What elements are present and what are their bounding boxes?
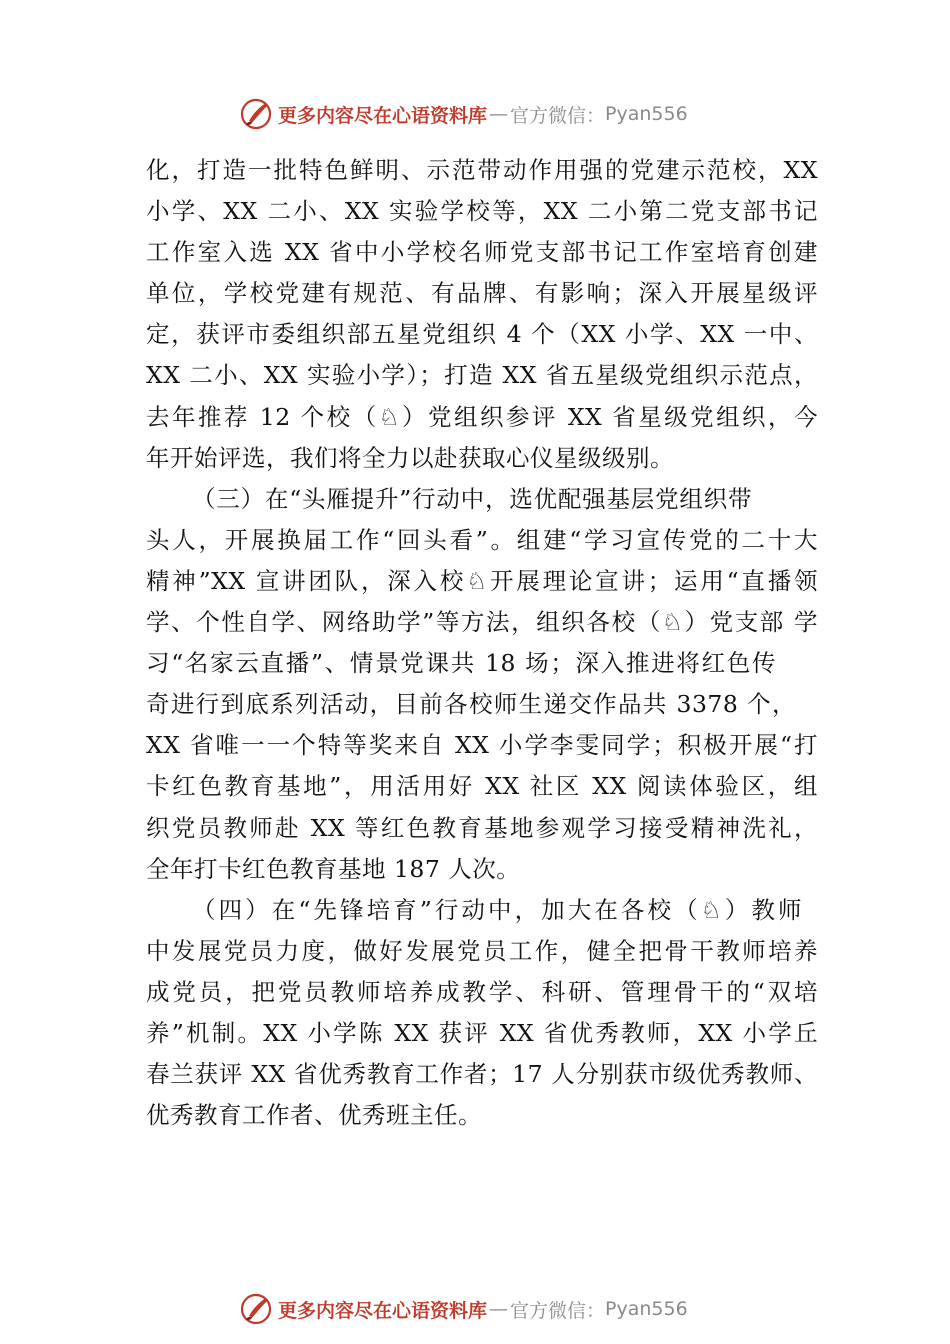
text-line: 学、个性自学、网络助学”等方法，组织各校（♘）党支部 学	[146, 608, 818, 637]
paragraph-start-line: （四）在“先锋培育”行动中，加大在各校（♘）教师	[192, 895, 802, 924]
text-line: 去年推荐 12 个校（♘）党组织参评 XX 省星级党组织，今	[146, 402, 818, 431]
text-line: 定，获评市委组织部五星党组织 4 个（XX 小学、XX 一中、	[146, 320, 818, 349]
text-line: 中发展党员力度，做好发展党员工作，健全把骨干教师培养	[146, 936, 818, 965]
text-line: 春兰获评 XX 省优秀教育工作者；17 人分别获市级优秀教师、	[146, 1060, 818, 1089]
brush-logo-icon	[238, 96, 274, 132]
watermark-dash: —	[489, 1298, 509, 1320]
text-line: 头人，开展换届工作“回头看”。组建“学习宣传党的二十大	[146, 525, 818, 554]
text-line: 卡红色教育基地”，用活用好 XX 社区 XX 阅读体验区，组	[146, 772, 818, 801]
text-line: XX 二小、XX 实验小学）；打造 XX 省五星级党组织示范点，	[146, 361, 818, 390]
brush-logo-icon	[238, 1291, 274, 1327]
text-line: 小学、XX 二小、XX 实验学校等，XX 二小第二党支部书记	[146, 197, 818, 226]
text-line: 单位，学校党建有规范、有品牌、有影响；深入开展星级评	[146, 279, 818, 308]
watermark-site-text: 更多内容尽在心语资料库	[278, 1299, 488, 1322]
text-line: 优秀教育工作者、优秀班主任。	[146, 1101, 482, 1130]
watermark-site-text: 更多内容尽在心语资料库	[278, 104, 488, 127]
text-line: XX 省唯一一个特等奖来自 XX 小学李雯同学；积极开展“打	[146, 731, 818, 760]
watermark-wechat-label: 官方微信：	[510, 1299, 606, 1322]
text-line: 养”机制。XX 小学陈 XX 获评 XX 省优秀教师，XX 小学丘	[146, 1018, 818, 1047]
document-body	[146, 150, 818, 1136]
header-watermark	[238, 96, 688, 132]
text-line: 化，打造一批特色鲜明、示范带动作用强的党建示范校，XX	[146, 156, 818, 184]
footer-watermark	[238, 1291, 688, 1327]
text-line: 精神”XX 宣讲团队，深入校♘开展理论宣讲；运用“直播领	[146, 566, 818, 595]
text-line: 工作室入选 XX 省中小学校名师党支部书记工作室培育创建	[146, 238, 818, 267]
text-line: 奇进行到底系列活动，目前各校师生递交作品共 3378 个，	[146, 690, 796, 719]
text-line: 织党员教师赴 XX 等红色教育基地参观学习接受精神洗礼，	[146, 813, 818, 842]
watermark-wechat-id: Pyan556	[605, 1298, 688, 1320]
watermark-dash: —	[489, 103, 509, 125]
paragraph-start-line: （三）在“头雁提升”行动中，选优配强基层党组织带	[192, 484, 752, 513]
watermark-wechat-id: Pyan556	[605, 103, 688, 125]
text-line: 年开始评选，我们将全力以赴获取心仪星级级别。	[146, 443, 674, 472]
text-line: 全年打卡红色教育基地 187 人次。	[146, 854, 521, 883]
text-line: 习“名家云直播”、情景党课共 18 场；深入推进将红色传	[146, 649, 776, 678]
watermark-wechat-label: 官方微信：	[510, 104, 606, 127]
text-line: 成党员，把党员教师培养成教学、科研、管理骨干的“双培	[146, 977, 818, 1006]
